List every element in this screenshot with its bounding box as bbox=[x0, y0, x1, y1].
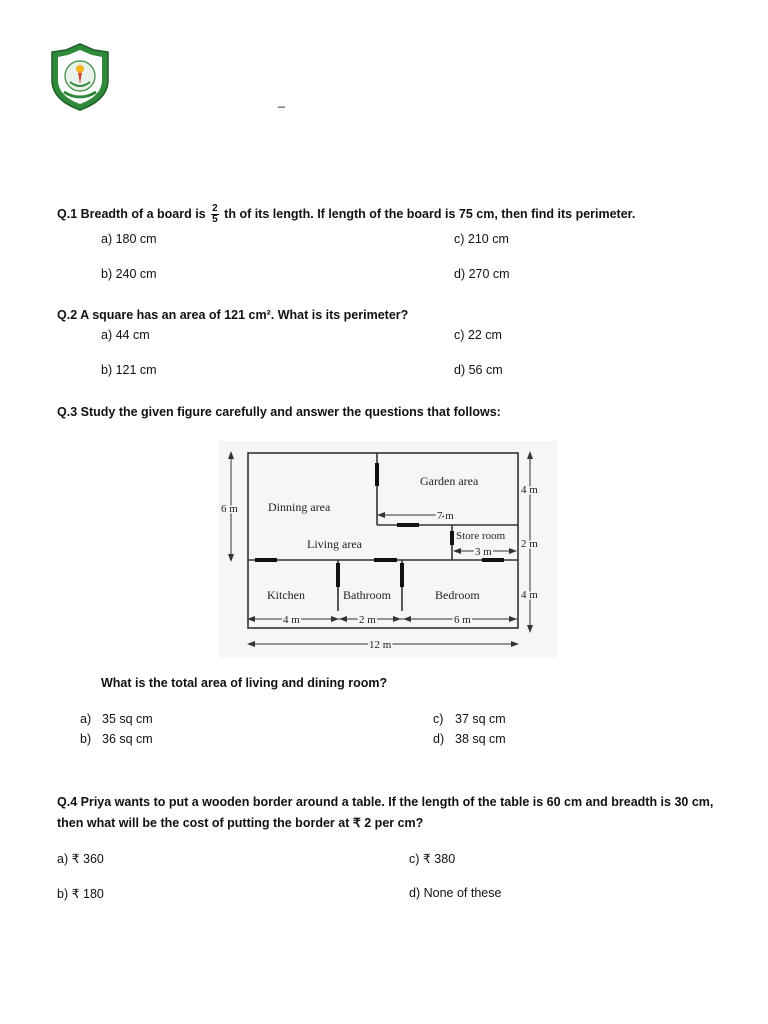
q2-option-c[interactable]: c) 22 cm bbox=[454, 328, 502, 342]
q2-option-b[interactable]: b) 121 cm bbox=[101, 363, 157, 377]
q1-option-a[interactable]: a) 180 cm bbox=[101, 232, 157, 246]
fig-dim-6m-bottom: 6 m bbox=[454, 614, 471, 626]
fig-living-label: Living area bbox=[307, 537, 362, 551]
q2-option-d[interactable]: d) 56 cm bbox=[454, 363, 503, 377]
q1-question bbox=[57, 204, 635, 225]
q3-option-a[interactable]: 35 sq cm bbox=[102, 712, 153, 726]
q4-question-line1: Q.4 Priya wants to put a wooden border around a table. If the length of the table is 60 cm and breadth is 30 cm, bbox=[57, 795, 714, 809]
q1-prefix: Q.1 Breadth of a board is bbox=[57, 206, 206, 221]
q2-question: Q.2 A square has an area of 121 cm². What is its perimeter? bbox=[57, 308, 409, 322]
fig-dim-2m-right: 2 m bbox=[521, 538, 538, 550]
fig-dim-4m-bottom: 4 m bbox=[283, 614, 300, 626]
q2-option-a[interactable]: a) 44 cm bbox=[101, 328, 150, 342]
q1-frac-num: 2 bbox=[212, 203, 218, 214]
q3-option-c[interactable]: 37 sq cm bbox=[455, 712, 506, 726]
fig-dim-6m-left: 6 m bbox=[221, 503, 238, 515]
fig-dim-2m-bottom: 2 m bbox=[359, 614, 376, 626]
school-logo bbox=[48, 42, 112, 112]
floor-plan-figure bbox=[219, 441, 557, 658]
q3-option-b-letter: b) bbox=[80, 732, 92, 746]
q3-option-d[interactable]: 38 sq cm bbox=[455, 732, 506, 746]
q3-option-b[interactable]: 36 sq cm bbox=[102, 732, 153, 746]
q1-suffix: th of its length. If length of the board is 75 cm, then find its perimeter. bbox=[224, 206, 636, 221]
q4-question-line2: then what will be the cost of putting the border at ₹ 2 per cm? bbox=[57, 816, 424, 830]
fig-dining-label: Dinning area bbox=[268, 500, 331, 514]
fig-kitchen-label: Kitchen bbox=[267, 588, 305, 602]
fig-garden-label: Garden area bbox=[420, 474, 479, 488]
q1-option-b[interactable]: b) 240 cm bbox=[101, 267, 157, 281]
fig-dim-4m-bottom-right: 4 m bbox=[521, 589, 538, 601]
q4-option-b[interactable]: b) ₹ 180 bbox=[57, 887, 104, 901]
q3-option-d-letter: d) bbox=[433, 732, 445, 746]
fig-store-label: Store room bbox=[456, 530, 506, 542]
fig-dim-3m: 3 m bbox=[475, 546, 492, 558]
q3-option-a-letter: a) bbox=[80, 712, 92, 726]
q4-option-a[interactable]: a) ₹ 360 bbox=[57, 852, 104, 866]
q1-option-c[interactable]: c) 210 cm bbox=[454, 232, 509, 246]
q4-option-c[interactable]: c) ₹ 380 bbox=[409, 852, 456, 866]
fig-bedroom-label: Bedroom bbox=[435, 588, 480, 602]
q3-subquestion: What is the total area of living and dining room? bbox=[101, 676, 388, 690]
header-dash: _ bbox=[278, 94, 285, 108]
fig-dim-12m: 12 m bbox=[369, 639, 392, 651]
q1-frac-den: 5 bbox=[212, 214, 218, 225]
q3-option-c-letter: c) bbox=[433, 712, 444, 726]
q3-question: Q.3 Study the given figure carefully and answer the questions that follows: bbox=[57, 405, 501, 419]
fig-bathroom-label: Bathroom bbox=[343, 588, 391, 602]
fig-dim-7m: 7 m bbox=[437, 510, 454, 522]
q1-option-d[interactable]: d) 270 cm bbox=[454, 267, 510, 281]
fig-dim-4m-top: 4 m bbox=[521, 484, 538, 496]
q1-fraction bbox=[211, 204, 219, 225]
q4-option-d[interactable]: d) None of these bbox=[409, 886, 502, 900]
